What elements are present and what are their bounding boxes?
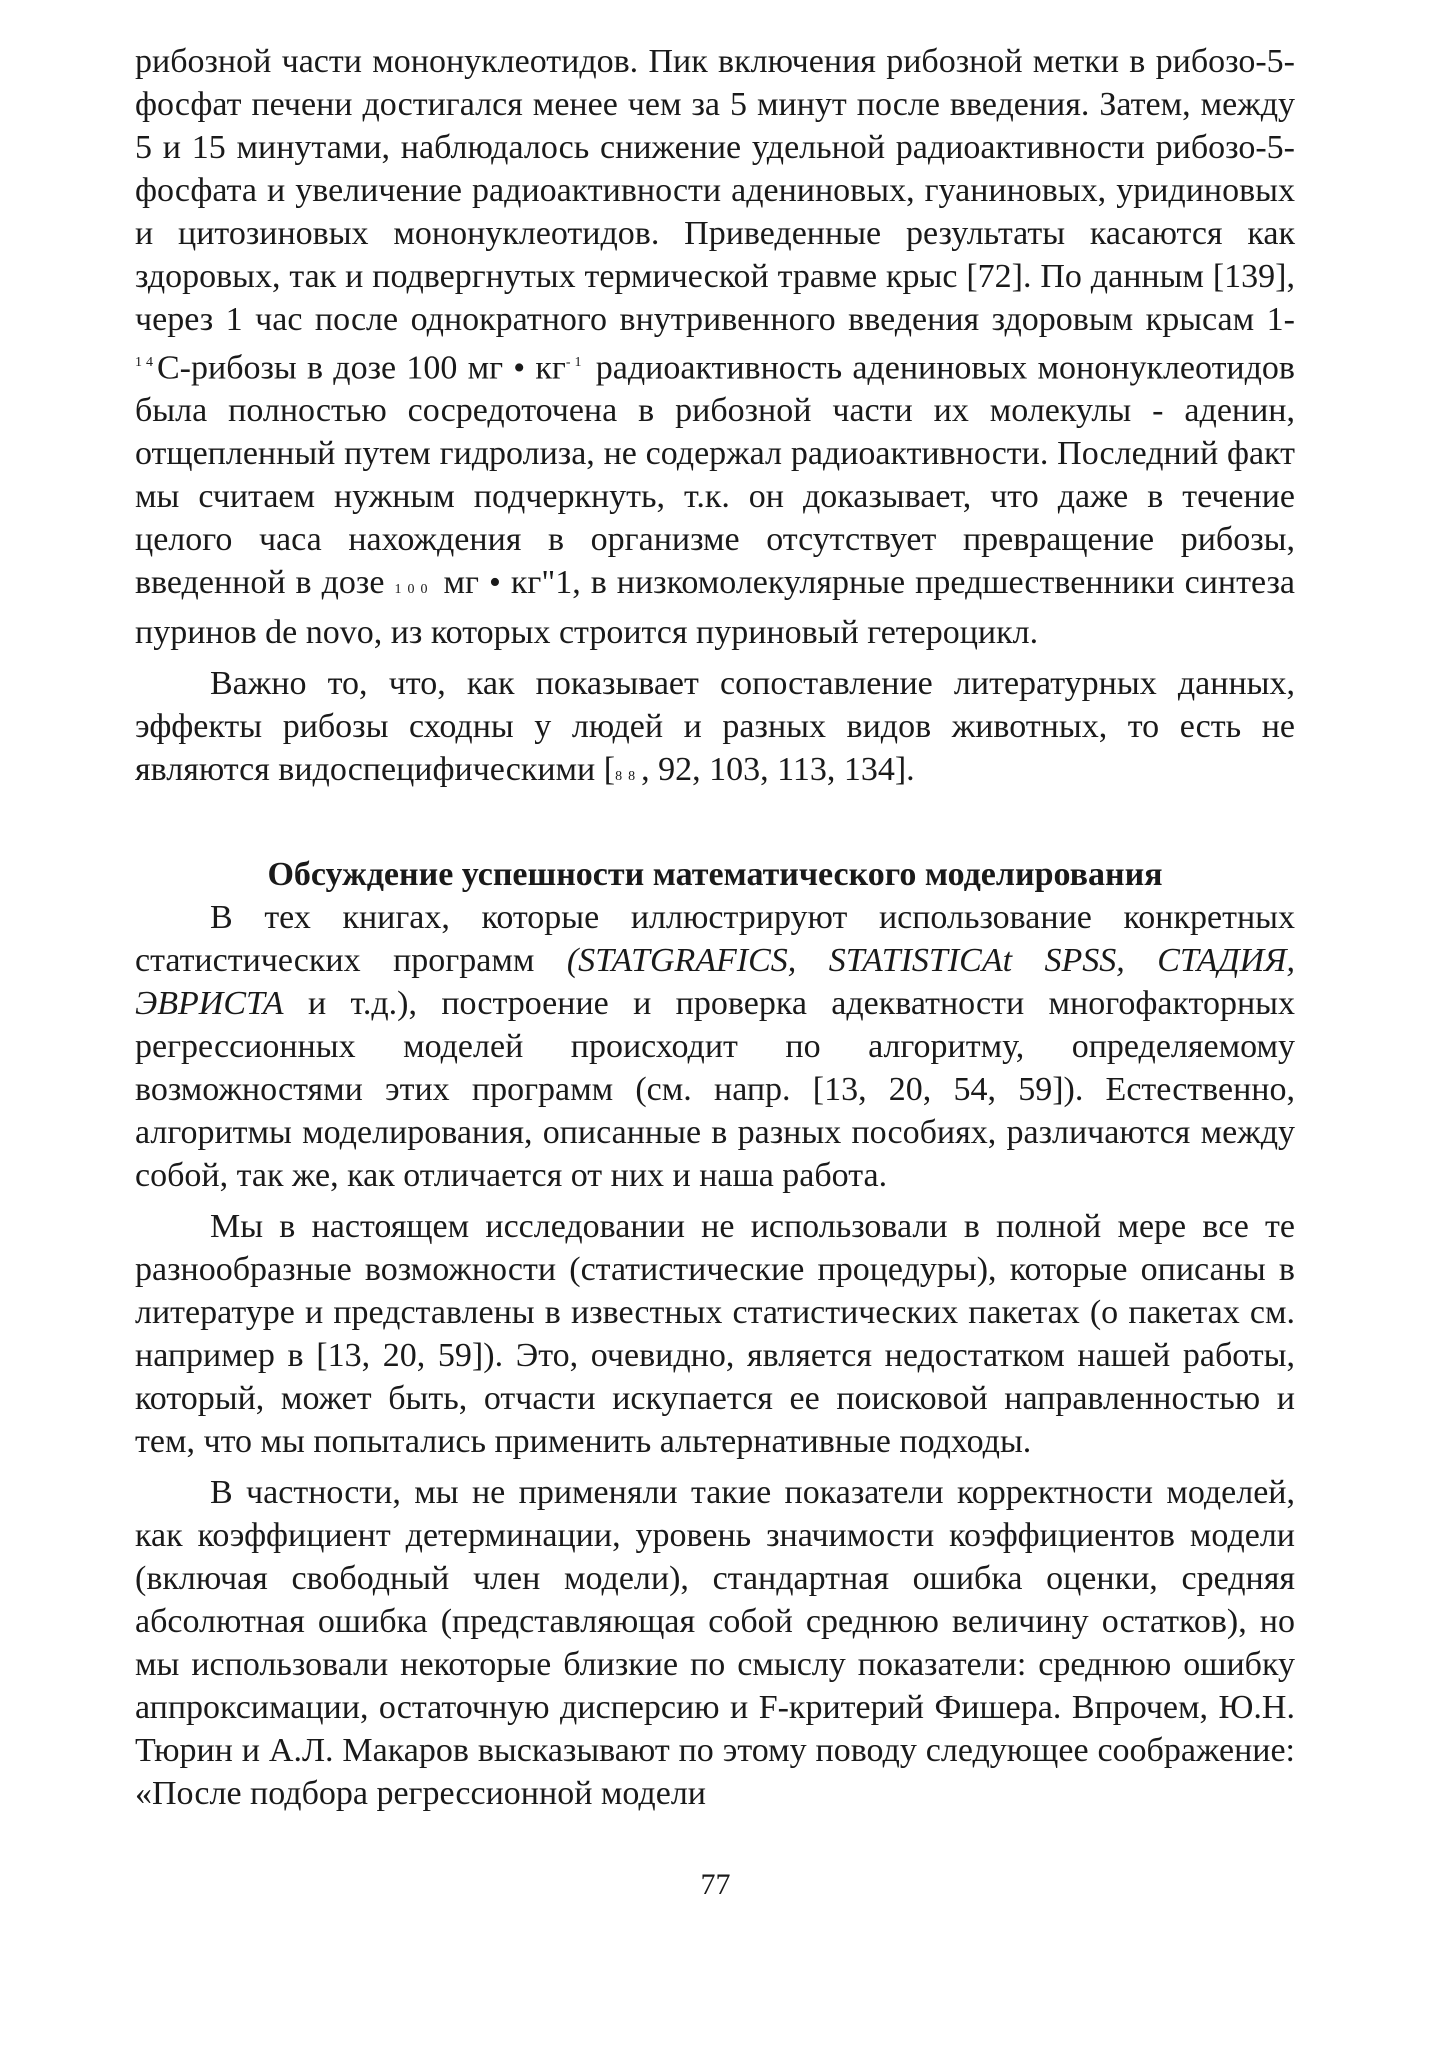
page-body — [135, 40, 1295, 1815]
paragraph-ribose-label — [135, 40, 1295, 654]
paragraph-limitations: Мы в настоящем исследовании не использовали в полной мере все те разнообразные возможности (статистические процедуры), которые описаны в литературе и представлены в известных статистических пакетах (о пакетах см. например в [13, 20, 59]). Это, очевидно, является недостатком нашей работы, который, может быть, отчасти искупается ее поисковой направленностью и тем, что мы попытались применить альтернативные подходы. — [135, 1208, 1295, 1461]
p1-text-3: радиоактивность адениновых мононуклеотидов была полностью сосредоточена в рибозной части их молекулы - аденин, отщепленный путем гидролиза, не содержал радиоактивности. Последний факт мы считаем нужным подчеркнуть, т.к. он доказывает, что даже в течение целого часа нахождения в организме отсутствует превращение рибозы, введенной в дозе — [135, 349, 1295, 602]
p1-text-4: мг • кг"1, в низкомолекулярные предшественники синтеза пуринов de novo, из которых строится пуриновый гетероцикл. — [135, 564, 1295, 652]
p2-text-2: , 92, 103, 113, 134]. — [641, 751, 915, 789]
p2-text-1: Важно то, что, как показывает сопоставление литературных данных, эффекты рибозы сходны у людей и разных видов животных, то есть не являются видоспецифическими [ — [135, 665, 1295, 789]
p1-small-100: 100 — [394, 582, 434, 598]
p3-program-names: (STATGRAFICS, STATISTICAt SPSS, СТАДИЯ, ЭВРИСТА — [135, 942, 1295, 1023]
p3-text-1: В тех книгах, которые иллюстрируют использование конкретных статистических программ — [135, 899, 1295, 980]
paragraph-model-metrics: В частности, мы не применяли такие показатели корректности моделей, как коэффициент детерминации, уровень значимости коэффициентов модели (включая свободный член модели), стандартная ошибка оценки, средняя абсолютная ошибка (представляющая собой среднюю величину остатков), но мы использовали некоторые близкие по смыслу показатели: среднюю ошибку аппроксимации, остаточную дисперсию и F-критерий Фишера. Впрочем, Ю.Н. Тюрин и А.Л. Макаров высказывают по этому поводу следующее соображение: «После подбора регрессионной модели — [135, 1474, 1295, 1813]
p1-superscript-minus-1: -1 — [565, 355, 586, 370]
p1-text-1: рибозной части мононуклеотидов. Пик включения рибозной метки в рибозо-5-фосфат печени достигался менее чем за 5 минут после введения. Затем, между 5 и 15 минутами, наблюдалось снижение удельной радиоактивности рибозо-5-фосфата и увеличение радиоактивности адениновых, гуаниновых, уридиновых и цитозиновых мононуклеотидов. Приведенные результаты касаются как здоровых, так и подвергнутых термической травме крыс [72]. По данным [139], через 1 час после однократного внутривенного введения здоровым крысам 1- — [135, 43, 1295, 338]
p2-small-88: 88 — [615, 769, 642, 785]
page-number: 77 — [700, 1868, 731, 1901]
p1-superscript-14: 14 — [135, 355, 157, 370]
p3-text-2: и т.д.), построение и проверка адекватности многофакторных регрессионных моделей происходит по алгоритму, определяемому возможностями этих программ (см. напр. [13, 20, 54, 59]). Естественно, алгоритмы моделирования, описанные в разных пособиях, различаются между собой, так же, как отличается от них и наша работа. — [135, 985, 1295, 1195]
p1-text-2: С-рибозы в дозе 100 мг • кг — [157, 349, 566, 387]
paragraph-species-effects — [135, 662, 1295, 798]
section-heading: Обсуждение успешности математического моделирования — [267, 856, 1163, 894]
paragraph-statistical-programs — [135, 896, 1295, 1197]
